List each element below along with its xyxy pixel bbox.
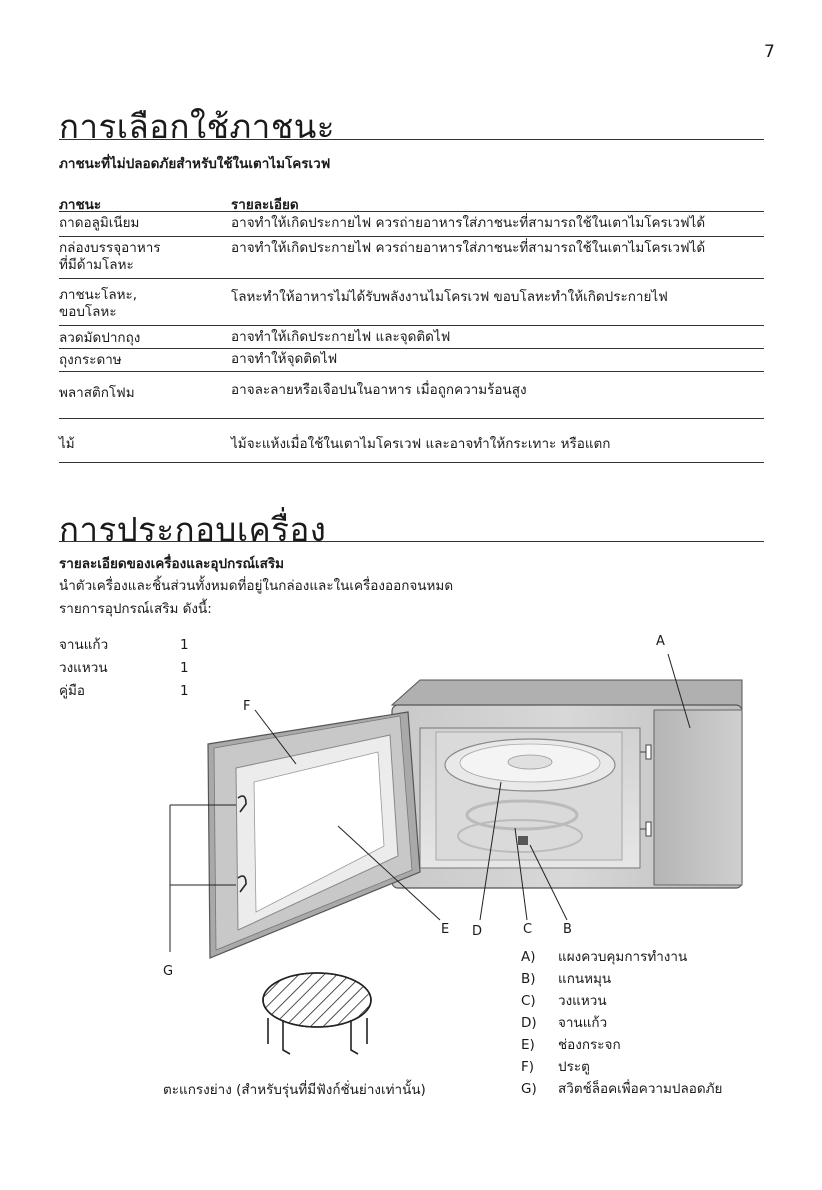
turntable-shaft	[518, 836, 528, 845]
table-cell-line: กล่องบรรจุอาหาร	[59, 240, 161, 256]
grill-rack	[263, 973, 371, 1054]
section-title-assembly: การประกอบเครื่อง	[59, 510, 327, 549]
accessory-name: จานแก้ว	[59, 637, 109, 653]
section-subtitle-unsafe: ภาชนะที่ไม่ปลอดภัยสำหรับใช้ในเตาไมโครเวฟ	[59, 156, 331, 172]
legend-key: G)	[521, 1081, 537, 1097]
diagram-label-b: B	[563, 922, 572, 937]
accessory-qty: 1	[180, 683, 189, 699]
table-cell-detail: อาจละลายหรือเจือปนในอาหาร เมื่อถูกความร้อนสูง	[231, 382, 527, 398]
legend-key: E)	[521, 1037, 535, 1053]
section-title-containers: การเลือกใช้ภาชนะ	[59, 107, 336, 146]
table-cell-container: ไม้	[59, 436, 75, 452]
diagram-label-e: E	[441, 922, 450, 937]
table-header-detail: รายละเอียด	[231, 197, 299, 213]
grill-rack-caption: ตะแกรงย่าง (สำหรับรุ่นที่มีฟังก์ชั่นย่างเท่านั้น)	[163, 1082, 426, 1098]
table-cell-detail: โลหะทำให้อาหารไม่ได้รับพลังงานไมโครเวฟ ขอบโลหะทำให้เกิดประกายไฟ	[231, 289, 668, 305]
legend-key: B)	[521, 971, 536, 987]
legend-text: ประตู	[558, 1059, 590, 1075]
table-header-container: ภาชนะ	[59, 197, 102, 213]
legend-key: C)	[521, 993, 536, 1009]
legend-text: แผงควบคุมการทำงาน	[558, 949, 688, 965]
table-cell-detail: อาจทำให้เกิดประกายไฟ และจุดติดไฟ	[231, 329, 451, 345]
section-subtitle-parts: รายละเอียดของเครื่องและอุปกรณ์เสริม	[59, 556, 285, 572]
table-cell-detail: อาจทำให้เกิดประกายไฟ ควรถ่ายอาหารใส่ภาชนะที่สามารถใช้ในเตาไมโครเวฟได้	[231, 215, 706, 231]
diagram-label-g: G	[163, 964, 174, 979]
legend-key: D)	[521, 1015, 537, 1031]
legend-key: F)	[521, 1059, 535, 1075]
diagram-label-d: D	[472, 924, 483, 939]
legend-text: จานแก้ว	[558, 1015, 608, 1031]
table-cell-container: พลาสติกโฟม	[59, 385, 135, 401]
legend-text: แกนหมุน	[558, 971, 612, 987]
glass-tray	[445, 739, 615, 791]
table-cell-container: ถุงกระดาษ	[59, 352, 122, 368]
table-cell-container: ถาดอลูมิเนียม	[59, 215, 140, 231]
legend-text: สวิตช์ล็อคเพื่อความปลอดภัย	[558, 1081, 723, 1097]
accessory-name: คู่มือ	[59, 683, 86, 699]
intro-text: นำตัวเครื่องและชิ้นส่วนทั้งหมดที่อยู่ในกล่องและในเครื่องออกจนหมด	[59, 578, 454, 594]
accessory-name: วงแหวน	[59, 660, 108, 676]
table-cell-detail: ไม้จะแห้งเมื่อใช้ในเตาไมโครเวฟ และอาจทำให้กระเทาะ หรือแตก	[231, 436, 611, 452]
legend-text: ช่องกระจก	[558, 1037, 621, 1053]
table-cell-detail: อาจทำให้จุดติดไฟ	[231, 351, 338, 367]
table-cell-line: ภาชนะโลหะ,	[59, 287, 138, 303]
table-cell-container: ลวดมัดปากถุง	[59, 330, 141, 346]
table-cell-line: ขอบโลหะ	[59, 304, 117, 320]
diagram-label-f: F	[243, 699, 251, 714]
door	[208, 712, 420, 958]
table-cell-line: ที่มีด้ามโลหะ	[59, 257, 134, 273]
table-cell-detail: อาจทำให้เกิดประกายไฟ ควรถ่ายอาหารใส่ภาชนะที่สามารถใช้ในเตาไมโครเวฟได้	[231, 240, 706, 256]
diagram-label-c: C	[523, 922, 533, 937]
accessory-qty: 1	[180, 637, 189, 653]
legend-key: A)	[521, 949, 536, 965]
diagram-label-a: A	[656, 634, 665, 649]
intro-text: รายการอุปกรณ์เสริม ดังนี้:	[59, 601, 212, 617]
control-panel	[654, 710, 742, 885]
legend-text: วงแหวน	[558, 993, 607, 1009]
accessory-qty: 1	[180, 660, 189, 676]
page-number: 7	[764, 42, 775, 62]
